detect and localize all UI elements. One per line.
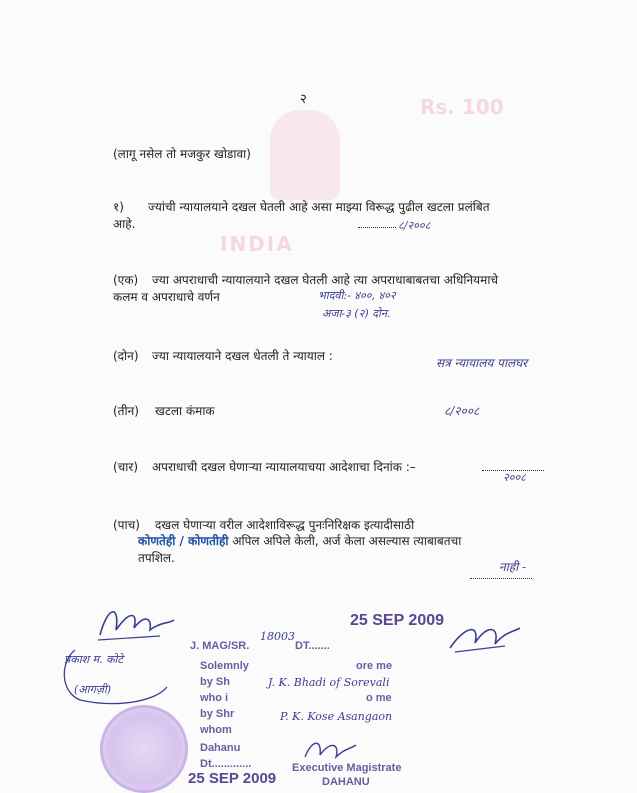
stamp-value-watermark: Rs. 100: [420, 95, 504, 119]
item-ek-text-line2: कलम व अपराधाचे वर्णन: [113, 290, 220, 304]
item-pach-text-line1: दखल घेणाऱ्या वरील आदेशाविरूद्ध पुनःनिरिक्षक इत्यादीसाठी: [155, 518, 415, 532]
item-pach-text-line3: तपशिल.: [138, 551, 175, 565]
item1-handwritten-case: ८/२००८: [398, 219, 431, 232]
stamp-by-1: by Sh: [200, 676, 230, 688]
stamp-office-place: DAHANU: [322, 776, 370, 788]
stamp-solemnly: Solemnly: [200, 660, 249, 672]
item-don-label: (दोन): [113, 349, 139, 363]
item-teen-text: खटला कंमाक: [155, 404, 215, 418]
item-pach-handwritten-none: नाही -: [499, 560, 527, 574]
item-ek-handwritten-act: अजा-३ (२) दोन.: [322, 307, 391, 320]
item1-text-line1: ज्यांची न्यायालयाने दखल घेतली आहे असा माझ्या विरूद्ध पुढील खटला प्रलंबित: [148, 200, 490, 214]
item-ek-text-line1: ज्या अपराधाची न्यायालयाने दखल घेतली आहे त्या अपराधाबाबतचा अधिनियमाचे: [152, 273, 499, 287]
magistrate-signature-top: [445, 618, 525, 658]
stamp-dt-bottom: Dt.............: [200, 758, 252, 770]
item1-dotted-line: [358, 227, 396, 228]
stamp-by-2: by Shr: [200, 708, 235, 720]
court-seal: [100, 705, 188, 793]
annotation-circle: [55, 642, 175, 707]
item-ek-label: (एक): [113, 273, 139, 287]
item-pach-dotted-line: [470, 578, 532, 579]
stamp-handwritten-name-1: J. K. Bhadi of Sorevali: [268, 676, 390, 689]
magistrate-signature-bottom: [300, 735, 360, 765]
item-pach-text-line2-rest: अपिल अपिले केली, अर्ज केला असल्यास त्याबाबतचा: [228, 534, 462, 548]
country-watermark: INDIA: [220, 232, 294, 256]
item1-text-line2: आहे.: [113, 217, 136, 231]
instruction-text: (लागू नसेल तो मजकुर खोडावा): [113, 147, 251, 161]
item-char-label: (चार): [113, 460, 138, 474]
stamp-to-me: o me: [366, 692, 392, 704]
stamp-office-title: Executive Magistrate: [292, 762, 402, 774]
stamp-date-right: 25 SEP 2009: [350, 612, 445, 629]
item-char-handwritten-year: २००८: [503, 471, 526, 484]
stamp-before-me: ore me: [356, 660, 393, 672]
item-pach-highlight: कोणतेही / कोणतीही: [138, 534, 229, 548]
item-teen-handwritten-case: ८/२००८: [444, 404, 480, 418]
stamp-who-1: who i: [200, 692, 229, 704]
stamp-handwritten-name-2: P. K. Kose Asangaon: [280, 710, 393, 723]
stamp-reg-prefix: J. MAG/SR.: [190, 640, 250, 652]
stamp-dt-label: DT.......: [295, 640, 330, 652]
emblem-watermark: [270, 110, 340, 200]
item-don-handwritten-court: सत्र न्यायालय पालघर: [436, 356, 528, 370]
item1-label: १): [113, 200, 124, 214]
item-teen-label: (तीन): [113, 404, 139, 418]
item-pach-label: (पाच): [113, 518, 140, 532]
item-don-text: ज्या न्यायालयाने दखल धेतली ते न्यायाल :: [152, 349, 333, 363]
page-number: २: [300, 92, 307, 107]
stamp-whom: whom: [200, 724, 232, 736]
stamp-reg-number: 18003: [260, 630, 295, 643]
stamp-date-bottom: 25 SEP 2009: [188, 770, 277, 787]
item-pach-text-line2: [138, 534, 461, 549]
left-annotation-name: प्रकाश म. कोटे: [64, 653, 123, 666]
item-char-text: अपराधाची दखल घेणाऱ्या न्यायालयाचया आदेशाचा दिनांक :–: [152, 460, 416, 474]
left-annotation-sub: (आगज़ी): [74, 683, 112, 696]
item-ek-handwritten-sections: भादवी:- ४००, ४०२: [318, 289, 396, 302]
stamp-dahanu: Dahanu: [200, 742, 241, 754]
